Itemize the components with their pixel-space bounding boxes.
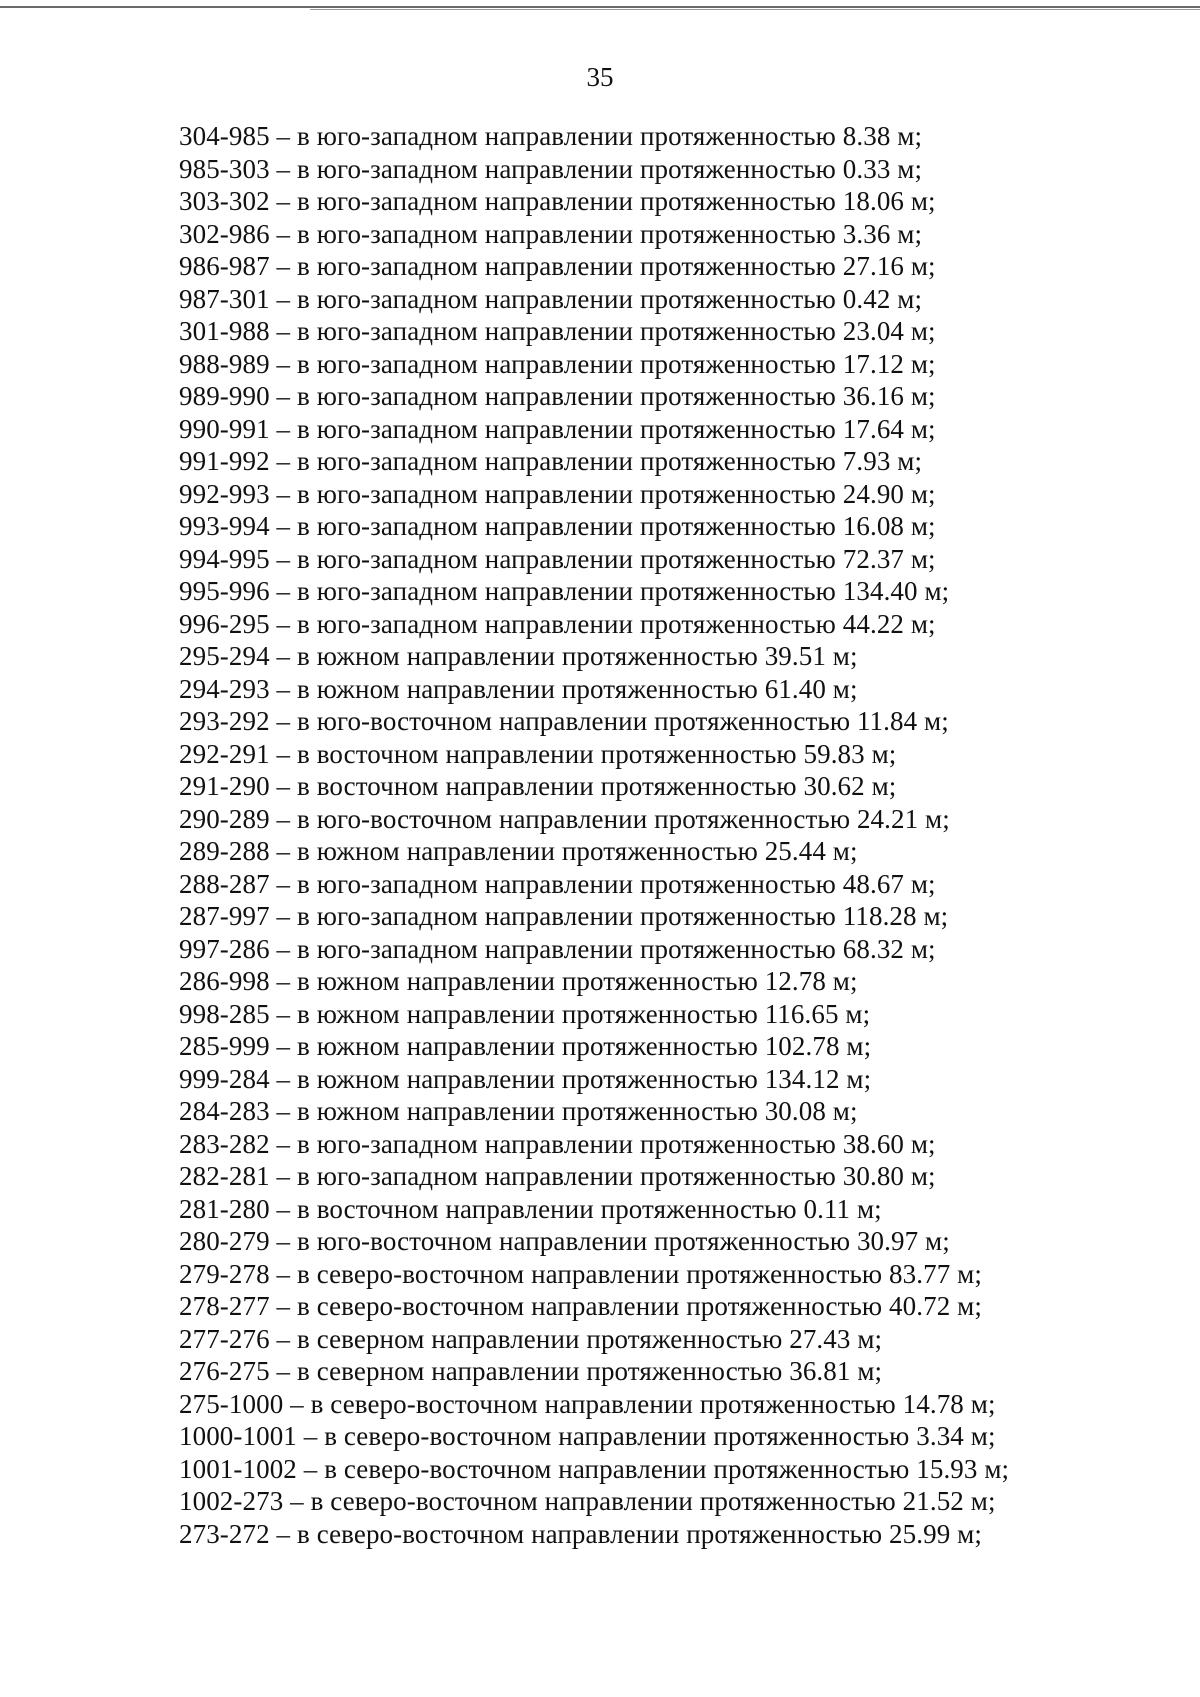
- boundary-line: 993-994 – в юго-западном направлении протяженностью 16.08 м;: [179, 511, 936, 541]
- boundary-line: 1001-1002 – в северо-восточном направлении протяженностью 15.93 м;: [179, 1453, 1010, 1484]
- boundary-line: 275-1000 – в северо-восточном направлении протяженностью 14.78 м;: [179, 1388, 996, 1419]
- boundary-line: 997-286 – в юго-западном направлении протяженностью 68.32 м;: [179, 933, 936, 964]
- boundary-line: 985-303 – в юго-западном направлении протяженностью 0.33 м;: [179, 153, 923, 184]
- boundary-line: 986-987 – в юго-западном направлении протяженностью 27.16 м;: [179, 251, 936, 281]
- boundary-line: 279-278 – в северо-восточном направлении протяженностью 83.77 м;: [179, 1258, 982, 1289]
- boundary-line: 287-997 – в юго-западном направлении протяженностью 118.28 м;: [179, 901, 949, 931]
- boundary-line: 276-275 – в северном направлении протяженностью 36.81 м;: [179, 1356, 883, 1386]
- boundary-line: 992-993 – в юго-западном направлении протяженностью 24.90 м;: [179, 478, 936, 509]
- boundary-line: 301-988 – в юго-западном направлении протяженностью 23.04 м;: [179, 316, 936, 346]
- boundary-line: 304-985 – в юго-западном направлении протяженностью 8.38 м;: [179, 121, 923, 151]
- boundary-line: 277-276 – в северном направлении протяженностью 27.43 м;: [179, 1323, 883, 1354]
- boundary-line: 273-272 – в северо-восточном направлении протяженностью 25.99 м;: [179, 1518, 982, 1549]
- boundary-line: 996-295 – в юго-западном направлении протяженностью 44.22 м;: [179, 608, 936, 639]
- boundary-line: 281-280 – в восточном направлении протяженностью 0.11 м;: [179, 1193, 882, 1224]
- boundary-line: 284-283 – в южном направлении протяженностью 30.08 м;: [179, 1096, 858, 1126]
- boundary-line: 988-989 – в юго-западном направлении протяженностью 17.12 м;: [179, 348, 936, 379]
- boundary-line: 994-995 – в юго-западном направлении протяженностью 72.37 м;: [179, 543, 936, 574]
- boundary-line: 278-277 – в северо-восточном направлении протяженностью 40.72 м;: [179, 1291, 982, 1321]
- boundary-line: 285-999 – в южном направлении протяженностью 102.78 м;: [179, 1031, 872, 1061]
- boundary-line: 280-279 – в юго-восточном направлении протяженностью 30.97 м;: [179, 1226, 950, 1256]
- boundary-line: 991-992 – в юго-западном направлении протяженностью 7.93 м;: [179, 446, 923, 476]
- boundary-line: 291-290 – в восточном направлении протяженностью 30.62 м;: [179, 771, 897, 801]
- boundary-line: 987-301 – в юго-западном направлении протяженностью 0.42 м;: [179, 283, 923, 314]
- boundary-line: 302-986 – в юго-западном направлении протяженностью 3.36 м;: [179, 218, 923, 249]
- top-border-line: [0, 6, 1200, 8]
- boundary-line: 1002-273 – в северо-восточном направлении протяженностью 21.52 м;: [179, 1486, 996, 1516]
- boundary-line: 294-293 – в южном направлении протяженностью 61.40 м;: [179, 673, 858, 704]
- boundary-line: 990-991 – в юго-западном направлении протяженностью 17.64 м;: [179, 413, 936, 444]
- top-border-line-thin: [310, 9, 1200, 10]
- boundary-line: 293-292 – в юго-восточном направлении протяженностью 11.84 м;: [179, 706, 949, 736]
- boundary-line: 282-281 – в юго-западном направлении протяженностью 30.80 м;: [179, 1161, 936, 1191]
- boundary-line: 288-287 – в юго-западном направлении протяженностью 48.67 м;: [179, 868, 936, 899]
- boundary-line: 286-998 – в южном направлении протяженностью 12.78 м;: [179, 966, 858, 996]
- boundary-line: 998-285 – в южном направлении протяженностью 116.65 м;: [179, 998, 871, 1029]
- boundary-line: 289-288 – в южном направлении протяженностью 25.44 м;: [179, 836, 858, 866]
- boundary-line: 292-291 – в восточном направлении протяженностью 59.83 м;: [179, 738, 897, 769]
- boundary-line: 999-284 – в южном направлении протяженностью 134.12 м;: [179, 1063, 872, 1094]
- boundary-line: 989-990 – в юго-западном направлении протяженностью 36.16 м;: [179, 381, 936, 411]
- boundary-description-list: [179, 120, 1009, 1550]
- page-number: 35: [586, 62, 614, 92]
- boundary-line: 283-282 – в юго-западном направлении протяженностью 38.60 м;: [179, 1128, 936, 1159]
- boundary-line: 295-294 – в южном направлении протяженностью 39.51 м;: [179, 641, 858, 671]
- boundary-line: 995-996 – в юго-западном направлении протяженностью 134.40 м;: [179, 576, 950, 606]
- boundary-line: 290-289 – в юго-восточном направлении протяженностью 24.21 м;: [179, 803, 950, 834]
- boundary-line: 303-302 – в юго-западном направлении протяженностью 18.06 м;: [179, 186, 936, 216]
- boundary-line: 1000-1001 – в северо-восточном направлении протяженностью 3.34 м;: [179, 1421, 996, 1451]
